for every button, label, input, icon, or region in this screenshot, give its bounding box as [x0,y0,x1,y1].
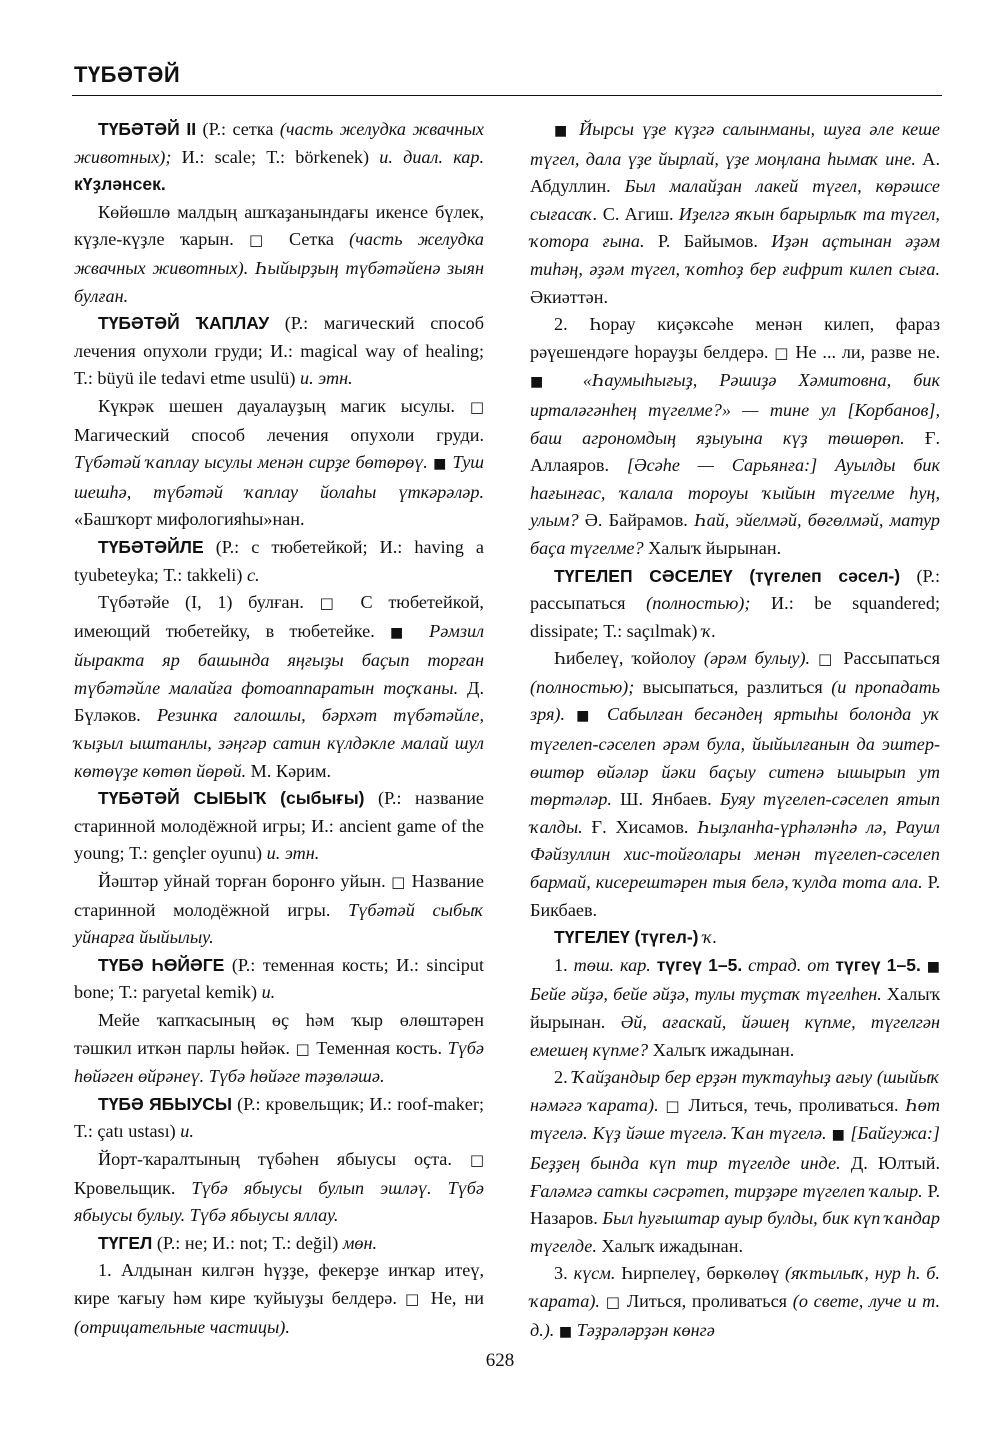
plain-text: Һибелеү, ҡойолоу [554,648,704,669]
plain-text: Не, ни [422,1287,484,1308]
italic-text: Сабылған бесәндең яртыһы болонда уҡ түгелеп-сәселеп әрәм була, йыйылғанын да эштер-өштөр өйәләр йәки баҫыу ситенә ышырып ут төртәләр. [530,704,941,810]
italic-text: ҡ. [703,927,718,948]
italic-text: и. [261,982,276,1003]
entry-term: кҮҙләнсек. [74,174,166,195]
entry-term: ТҮБӘТӘЙЛЕ [98,536,204,557]
italic-text: Түбәтәй ҡаплау ысулы менән сирҙе бөтөрөү. [74,452,428,473]
example-bullet-icon: ■ [554,123,571,139]
plain-text: И.: be squandered; dissipate; Т.: saçılmak) [530,593,941,641]
italic-text: Ғаләмгә саткы сәсрәтеп, тирҙәре түгелеп ҡалыр. [530,1180,923,1201]
italic-text: Был малайҙан лакей түгел, көрәшсе сығасаҡ. [530,176,940,224]
plain-text [561,370,583,390]
translation-box-icon: □ [605,1292,622,1311]
plain-text: (Р.: теменная кость; И.: sinciput bone; Т.: paryetal kemik) [74,954,485,1003]
dictionary-paragraph [74,1257,484,1341]
plain-text: М. Кәрим. [246,760,332,781]
italic-text: Түбәтәй сыбыҡ уйнарға йыйылыу. [74,899,484,948]
plain-text: (Р.: рассыпаться [530,565,940,614]
left-column [74,116,484,1341]
plain-text: Күкрәк шешен дауалауҙың магик ысулы. [98,395,470,416]
entry-term: ТҮБӘТӘЙ II [98,119,197,139]
dictionary-paragraph [74,1230,484,1258]
plain-text: Ә. Байрамов. [578,510,695,531]
italic-text: (часть желудка жвачных животных). Һыйырҙың түбәтәйенә зыян булған. [74,229,484,306]
plain-text: Литься, течь, проливаться. [681,1094,906,1115]
italic-text: [Әсәһе — Сарьянға:] Ауылды бик һағынғас, ҡалала тороуы ҡыйын түгелме һуң, улым? [530,455,940,531]
translation-box-icon: □ [404,1289,423,1308]
plain-text: Түбәтәйе (I, 1) булған. [98,592,320,613]
dictionary-paragraph [530,924,940,952]
plain-text: Название старинной молодёжной игры. [74,871,484,920]
translation-box-icon: □ [469,1150,484,1169]
dictionary-paragraph [74,310,484,393]
entry-term: ТҮГЕЛ [98,1232,153,1253]
plain-text: (Р.: кровельщик; И.: roof-maker; Т.: çatı ustası) [74,1093,484,1142]
plain-text: Не ... ли, разве не. [789,341,940,362]
italic-text: (и пропадать зря). [530,676,940,725]
plain-text: Һирпелеү, бөркөлөү [615,1263,786,1284]
translation-box-icon: □ [391,873,407,892]
dictionary-paragraph [74,1007,484,1091]
plain-text: Магический способ лечения опухоли груди. [74,424,484,445]
plain-text [810,648,818,668]
plain-text: С тюбетейкой, имеющий тюбетейку, в тюбетейке. [74,592,484,641]
plain-text: Сетка [273,229,350,250]
plain-text: Р. Байымов. [644,231,772,252]
translation-box-icon: □ [774,343,790,362]
dictionary-paragraph [74,1146,484,1230]
plain-text: (Р.: название старинной молодёжной игры; И.: ancient game of the young; Т.: gençler oyunu) [74,788,485,864]
italic-text: Туш шешһә, түбәтәй ҡаплау йолаһы үткәрәләр. [74,452,484,502]
running-head: ТҮБӘТӘЙ [74,62,181,87]
italic-text: (полностью); [646,593,751,614]
example-bullet-icon: ■ [576,708,596,725]
italic-text: Рәмзил йыракта яр башында яңғыҙы баҫып торған түбәтәйле малайға фотоаппаратын тоҫҡаны. [74,620,485,698]
italic-text: Бейе әйҙә, бейе әйҙә, тулы туҫтаҡ түгелһен. [530,984,882,1005]
italic-text: Буяу түгелеп-сәселеп ятып ҡалды. [530,789,941,837]
plain-text: Литься, проливаться [621,1290,793,1311]
entry-term: ТҮБӘТӘЙ ҠАПЛАУ [98,313,270,334]
plain-text: Ғ. Аллаяров. [530,427,940,476]
translation-box-icon: □ [249,231,274,250]
plain-text: высыпаться, разлиться [634,676,832,697]
plain-text: (Р.: не; И.: not; Т.: değil) [152,1232,343,1253]
dictionary-paragraph [74,199,484,310]
plain-text: Халыҡ ижадынан. [648,1039,795,1060]
dictionary-paragraph [74,393,484,534]
plain-text: Теменная кость. [310,1037,448,1058]
header-rule [72,95,942,96]
plain-text: С. Агиш. [597,203,679,224]
plain-text: А. Абдуллин. [530,148,940,197]
translation-box-icon: □ [319,594,345,613]
plain-text: Әкиәттән. [530,286,609,307]
translation-box-icon: □ [818,650,836,669]
plain-text: Р. Назаров. [530,1180,941,1229]
example-bullet-icon: ■ [558,1323,573,1340]
translation-box-icon: □ [469,397,484,416]
italic-text: Ҡайҙандыр бер ерҙән туҡтауһыҙ ағыу (шыйыҡ нәмәгә ҡарата). [530,1067,940,1115]
italic-text: и. диал. кар. [379,146,484,167]
italic-text: ҡ. [701,620,717,641]
right-column [530,116,940,1346]
italic-text: Иҙән аҫтынан әҙәм тиһәң, әҙәм түгел, ҡотһоҙ бер ғифрит килеп сыға. [530,231,940,279]
italic-text: «Һаумыһығыҙ, Рәшиҙә Хәмитовна, бик ирталәгәнһең түгелме?» — тине ул [Корбанов], баш агрономдың яҙыуына күҙ төшөрөп. [530,370,940,448]
plain-text: Ғ. Хисамов. [582,816,698,837]
italic-text: Был һуғыштар ауыр булды, бик күп ҡандар түгелде. [530,1208,940,1256]
italic-text: и. [180,1121,194,1142]
italic-text: Иҙелгә яҡын барырлыҡ та түгел, ҡотора ғына. [530,203,940,252]
italic-text: (отрицательные частицы). [74,1316,290,1337]
plain-text: 2. [554,1067,573,1088]
plain-text: 3. [554,1263,574,1284]
plain-text [565,704,576,724]
plain-text: Мейе ҡапҡасының өҫ һәм ҡыр өлөштәрен тәшкил иткән парлы һөйәк. [74,1010,484,1058]
italic-text: страд. от [748,954,830,975]
entry-term: ТҮГЕЛЕҮ (түгел-) [554,927,699,948]
italic-text: и. этн. [299,368,353,389]
italic-text: Йырсы үҙе күҙгә салынманы, шуға әле кеше түгел, дала үҙе йырлай, үҙе моңлана һымаҡ ине. [530,119,940,169]
plain-text: (Р.: магический способ лечения опухоли груди; И.: magical way of healing; Т.: büyü ile tedavi etme usulü) [74,313,484,389]
dictionary-paragraph [530,563,940,646]
italic-text: Һай, эйелмәй, бөгөлмәй, матур баҫа түгелме? [530,510,940,558]
entry-term: ТҮГЕЛЕП СӘСЕЛЕҮ (түгелеп сәсел-) [554,565,901,586]
plain-text: Рассыпаться [835,648,940,669]
plain-text: 1. [554,954,574,975]
dictionary-paragraph [530,311,940,562]
entry-term: түгеү 1–5. [656,954,743,975]
translation-box-icon: □ [665,1096,682,1115]
example-bullet-icon: ■ [926,958,940,975]
plain-text: (Р.: с тюбетейкой; И.: having a tyubeteyka; Т.: takkeli) [74,536,484,585]
italic-text: Түбә ябыусы булып эшләү. Түбә ябыусы булыу. Түбә ябыусы яллау. [74,1177,484,1226]
italic-text: Тәҙрәләрҙән көнгә [576,1319,715,1340]
example-bullet-icon: ■ [433,456,448,473]
italic-text: с. [246,564,260,585]
plain-text: Йорт-ҡаралтының түбәһен ябыусы оҫта. [98,1148,470,1169]
dictionary-paragraph [74,868,484,952]
dictionary-paragraph [74,952,484,1007]
dictionary-paragraph [530,645,940,924]
dictionary-paragraph [530,952,940,1064]
italic-text: (әрәм булыу). [703,648,811,669]
plain-text: И.: scale; Т.: börkenek) [171,146,380,167]
example-bullet-icon: ■ [831,1127,846,1144]
plain-text: Ш. Янбаев. [611,789,720,810]
plain-text: Көйөшлө малдың ашҡаҙанындағы икенсе бүлек, күҙле-күҙле ҡарын. [74,201,484,250]
dictionary-paragraph [530,116,940,311]
plain-text: Д. Бүләков. [74,677,485,726]
entry-term: ТҮБӘ ЯБЫУСЫ [98,1093,233,1114]
plain-text: (Р.: сетка [196,119,280,139]
plain-text [571,119,579,139]
italic-text: Һөт түгелә. Күҙ йәше түгелә. Ҡан түгелә. [530,1094,940,1144]
italic-text: (о свете, луче и т. д.). [530,1290,941,1340]
dictionary-paragraph [74,589,484,785]
plain-text: Р. Бикбаев. [530,872,940,920]
entry-term: ТҮБӘ ҺӨЙӘГЕ [98,954,225,975]
dictionary-paragraph [530,1260,940,1346]
plain-text [414,621,429,641]
italic-text: и. этн. [266,843,320,864]
dictionary-paragraph [74,534,484,589]
plain-text [596,704,607,724]
dictionary-paragraph [74,1091,484,1146]
italic-text: төш. кар. [573,954,651,975]
plain-text: Кровельщик. [74,1177,192,1198]
plain-text: Йәштәр уйнай торған боронғо уйын. [98,871,392,892]
dictionary-paragraph [530,1064,940,1260]
example-bullet-icon: ■ [530,374,561,391]
italic-text: (яҡтылыҡ, нур һ. б. ҡарата). [530,1263,940,1311]
italic-text: [Байгужа:] Беҙҙең бында күп тир түгелде инде. [530,1123,941,1173]
translation-box-icon: □ [295,1039,311,1058]
page-number: 628 [485,1350,515,1371]
italic-text: (полностью); [530,676,635,697]
example-bullet-icon: ■ [389,624,414,641]
plain-text: Халыҡ ижадынан. [596,1235,744,1256]
plain-text: 2. Һорау киҫәксәһе менән килеп, фараз рәүешендәге һорауҙы белдерә. [530,314,940,362]
plain-text: «Башҡорт мифологияһы»нан. [74,509,305,530]
plain-text: Халыҡ йырынан. [530,984,940,1032]
plain-text: Халыҡ йырынан. [643,537,782,558]
italic-text: күсм. [573,1263,616,1284]
entry-term: түгеү 1–5. [835,954,921,975]
dictionary-paragraph [74,785,484,868]
italic-text: Резинка галошлы, бәрхәт түбәтәйле, ҡыҙыл ыштанлы, зәңгәр сатин күлдәкле малай шул көтөүҙе көтөп йөрөй. [74,705,485,781]
plain-text: Д. Юлтый. [840,1152,940,1173]
entry-term: ТҮБӘТӘЙ СЫБЫҠ (сыбығы) [98,788,365,809]
italic-text: Түбә һөйәген өйрәнеү. Түбә һөйәге тәҙөләшә. [74,1037,485,1087]
italic-text: мөн. [342,1232,378,1253]
italic-text: (часть желудка жвачных животных); [74,119,484,167]
italic-text: Һыҙланһа-үрһәләнһә лә, Рауил Фәйзуллин хис-тойғолары менән түгелеп-сәселеп бармай, кисерештәрен тыя белә, ҡулда тота ала. [530,816,940,893]
italic-text: Әй, ағаскай, йәшең күпме, түгелгән емешең күпме? [530,1012,940,1060]
plain-text: 1. Алдынан килгән һүҙҙе, фекерҙе инҡар итеү, кире ҡағыу һәм кире ҡуйыуҙы белдерә. [74,1260,484,1308]
dictionary-paragraph [74,116,484,199]
